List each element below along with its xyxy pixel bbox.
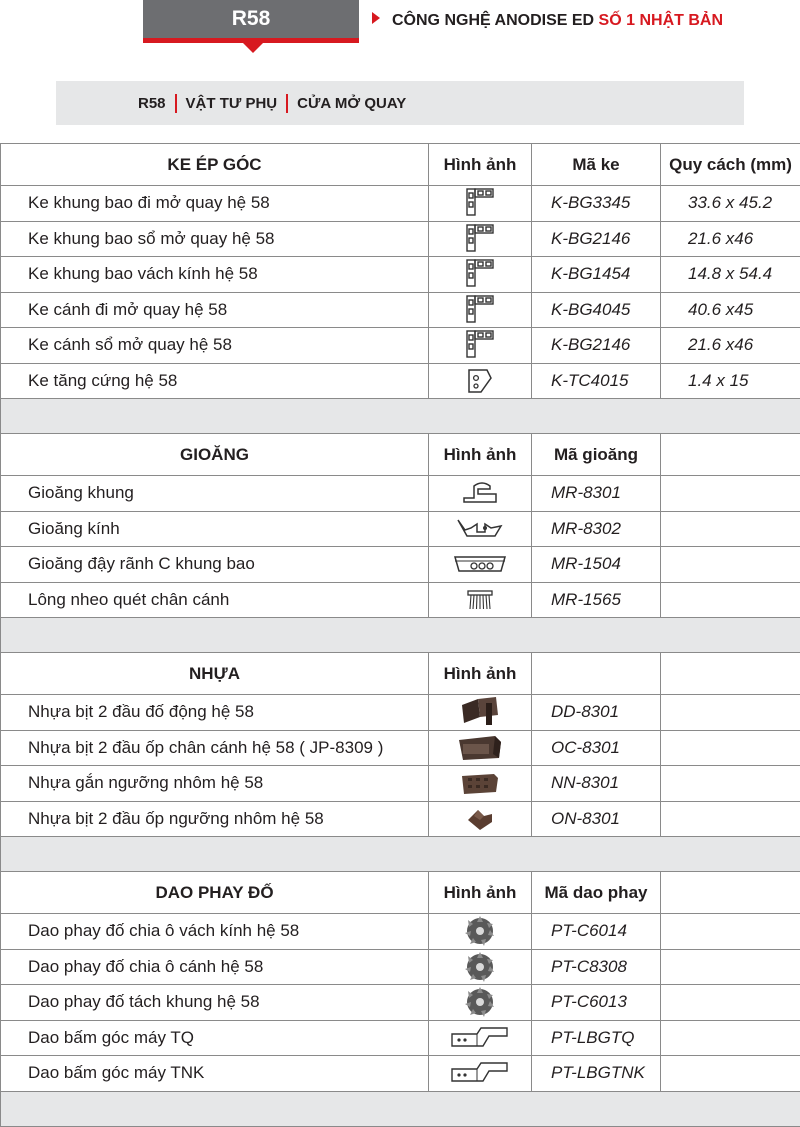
item-name: Ke khung bao sổ mở quay hệ 58 [1, 221, 429, 257]
item-name: Ke khung bao đi mở quay hệ 58 [1, 186, 429, 222]
item-name: Lông nheo quét chân cánh [1, 582, 429, 618]
item-spec [661, 801, 800, 837]
column-header: Hình ảnh [429, 434, 532, 476]
item-image [429, 1020, 532, 1056]
table-row [1, 730, 800, 766]
item-code: MR-1565 [532, 582, 661, 618]
table-row [1, 363, 800, 399]
model-tab [143, 0, 359, 38]
item-code: K-BG3345 [532, 186, 661, 222]
item-image [429, 328, 532, 364]
column-header [661, 872, 800, 914]
table-row [1, 221, 800, 257]
brush-seal-icon [463, 589, 497, 608]
item-code: DD-8301 [532, 695, 661, 731]
tagline-highlight: SỐ 1 NHẬT BẢN [599, 12, 723, 29]
plastic-sill-cap-icon [462, 808, 498, 827]
item-name: Nhựa gắn ngưỡng nhôm hệ 58 [1, 766, 429, 802]
item-code: K-BG4045 [532, 292, 661, 328]
item-image [429, 730, 532, 766]
plastic-sill-block-icon [458, 773, 502, 792]
corner-bracket-icon [463, 264, 497, 283]
section-spacer [1, 1091, 800, 1126]
item-spec [661, 914, 800, 950]
item-spec: 21.6 x46 [661, 221, 800, 257]
item-name: Ke cánh đi mở quay hệ 58 [1, 292, 429, 328]
item-spec [661, 582, 800, 618]
model-tab-pointer [243, 43, 263, 53]
table-row [1, 695, 800, 731]
corner-bracket-icon [463, 335, 497, 354]
milling-cutter-icon [462, 956, 498, 975]
tagline [372, 12, 723, 30]
table-row [1, 328, 800, 364]
plastic-end-cap-icon [458, 702, 502, 721]
column-header: Hình ảnh [429, 872, 532, 914]
breadcrumb-item-type: CỬA MỞ QUAY [297, 95, 406, 112]
item-spec: 1.4 x 15 [661, 363, 800, 399]
item-spec: 40.6 x45 [661, 292, 800, 328]
column-header: Quy cách (mm) [661, 144, 800, 186]
column-header [532, 653, 661, 695]
item-spec: 33.6 x 45.2 [661, 186, 800, 222]
item-spec [661, 985, 800, 1021]
column-header: Hình ảnh [429, 144, 532, 186]
item-spec [661, 476, 800, 512]
item-code: MR-1504 [532, 547, 661, 583]
item-name: Ke tăng cứng hệ 58 [1, 363, 429, 399]
table-row [1, 547, 800, 583]
section-spacer [1, 618, 800, 653]
item-name: Dao bấm góc máy TNK [1, 1056, 429, 1092]
item-spec [661, 730, 800, 766]
table-row [1, 1056, 800, 1092]
item-image [429, 914, 532, 950]
table-row [1, 186, 800, 222]
accessories-table [0, 143, 800, 1127]
item-name: Dao bấm góc máy TQ [1, 1020, 429, 1056]
spacer-cell [1, 399, 800, 434]
item-image [429, 292, 532, 328]
item-spec: 14.8 x 54.4 [661, 257, 800, 293]
channel-cover-gasket-icon [452, 554, 508, 573]
item-image [429, 186, 532, 222]
item-name: Nhựa bịt 2 đầu ốp chân cánh hệ 58 ( JP-8309 ) [1, 730, 429, 766]
table-row [1, 257, 800, 293]
item-image [429, 221, 532, 257]
spacer-cell [1, 837, 800, 872]
corner-crimp-blade-icon [449, 1063, 511, 1082]
section-title: KE ÉP GÓC [1, 144, 429, 186]
item-code: PT-LBGTQ [532, 1020, 661, 1056]
item-spec [661, 1020, 800, 1056]
item-name: Dao phay đố chia ô cánh hệ 58 [1, 949, 429, 985]
play-arrow-icon [372, 12, 380, 24]
section-title: NHỰA [1, 653, 429, 695]
section-spacer [1, 399, 800, 434]
column-header: Mã gioăng [532, 434, 661, 476]
item-image [429, 1056, 532, 1092]
column-header: Mã ke [532, 144, 661, 186]
item-image [429, 801, 532, 837]
table-row [1, 949, 800, 985]
item-name: Nhựa bịt 2 đầu đố động hệ 58 [1, 695, 429, 731]
plastic-sash-cap-icon [455, 737, 505, 756]
breadcrumb-item-category: VẬT TƯ PHỤ [186, 95, 278, 112]
item-code: PT-C8308 [532, 949, 661, 985]
item-code: ON-8301 [532, 801, 661, 837]
item-name: Gioăng khung [1, 476, 429, 512]
item-name: Ke cánh sổ mở quay hệ 58 [1, 328, 429, 364]
item-image [429, 985, 532, 1021]
table-row [1, 511, 800, 547]
milling-cutter-icon [462, 921, 498, 940]
item-image [429, 949, 532, 985]
item-code: PT-LBGTNK [532, 1056, 661, 1092]
corner-bracket-icon [463, 299, 497, 318]
corner-bracket-icon [463, 193, 497, 212]
table-row [1, 582, 800, 618]
item-image [429, 363, 532, 399]
column-header [661, 434, 800, 476]
section-header-dao-phay-do [1, 872, 800, 914]
table-row [1, 292, 800, 328]
item-code: K-TC4015 [532, 363, 661, 399]
item-image [429, 695, 532, 731]
section-header-ke-ep-goc [1, 144, 800, 186]
item-image [429, 476, 532, 512]
model-label: R58 [232, 7, 271, 31]
column-header: Mã dao phay [532, 872, 661, 914]
frame-gasket-icon [458, 483, 502, 502]
item-spec [661, 766, 800, 802]
breadcrumb-item-model: R58 [138, 95, 166, 112]
corner-crimp-blade-icon [449, 1027, 511, 1046]
item-image [429, 766, 532, 802]
item-image [429, 547, 532, 583]
item-code: OC-8301 [532, 730, 661, 766]
section-header-gioang [1, 434, 800, 476]
glass-gasket-icon [455, 518, 505, 537]
item-name: Ke khung bao vách kính hệ 58 [1, 257, 429, 293]
table-row [1, 801, 800, 837]
item-spec: 21.6 x46 [661, 328, 800, 364]
item-code: K-BG2146 [532, 328, 661, 364]
spacer-cell [1, 618, 800, 653]
table-row [1, 1020, 800, 1056]
item-name: Gioăng đậy rãnh C khung bao [1, 547, 429, 583]
item-name: Gioăng kính [1, 511, 429, 547]
section-title: DAO PHAY ĐỐ [1, 872, 429, 914]
item-code: NN-8301 [532, 766, 661, 802]
corner-bracket-icon [463, 228, 497, 247]
item-spec [661, 1056, 800, 1092]
item-name: Nhựa bịt 2 đầu ốp ngưỡng nhôm hệ 58 [1, 801, 429, 837]
item-spec [661, 695, 800, 731]
spacer-cell [1, 1091, 800, 1126]
item-spec [661, 547, 800, 583]
section-spacer [1, 837, 800, 872]
item-image [429, 582, 532, 618]
breadcrumb [56, 81, 744, 125]
column-header [661, 653, 800, 695]
tagline-text: CÔNG NGHỆ ANODISE ED [392, 12, 594, 29]
item-name: Dao phay đố chia ô vách kính hệ 58 [1, 914, 429, 950]
table-row [1, 914, 800, 950]
table-row [1, 766, 800, 802]
item-spec [661, 511, 800, 547]
table-row [1, 476, 800, 512]
item-spec [661, 949, 800, 985]
item-code: MR-8301 [532, 476, 661, 512]
item-image [429, 257, 532, 293]
table-row [1, 985, 800, 1021]
item-code: K-BG2146 [532, 221, 661, 257]
stiffener-plate-icon [463, 370, 497, 389]
section-header-nhua [1, 653, 800, 695]
milling-cutter-icon [462, 992, 498, 1011]
item-image [429, 511, 532, 547]
item-name: Dao phay đố tách khung hệ 58 [1, 985, 429, 1021]
item-code: K-BG1454 [532, 257, 661, 293]
item-code: MR-8302 [532, 511, 661, 547]
column-header: Hình ảnh [429, 653, 532, 695]
section-title: GIOĂNG [1, 434, 429, 476]
item-code: PT-C6013 [532, 985, 661, 1021]
item-code: PT-C6014 [532, 914, 661, 950]
breadcrumb-separator [286, 94, 288, 113]
breadcrumb-separator [175, 94, 177, 113]
